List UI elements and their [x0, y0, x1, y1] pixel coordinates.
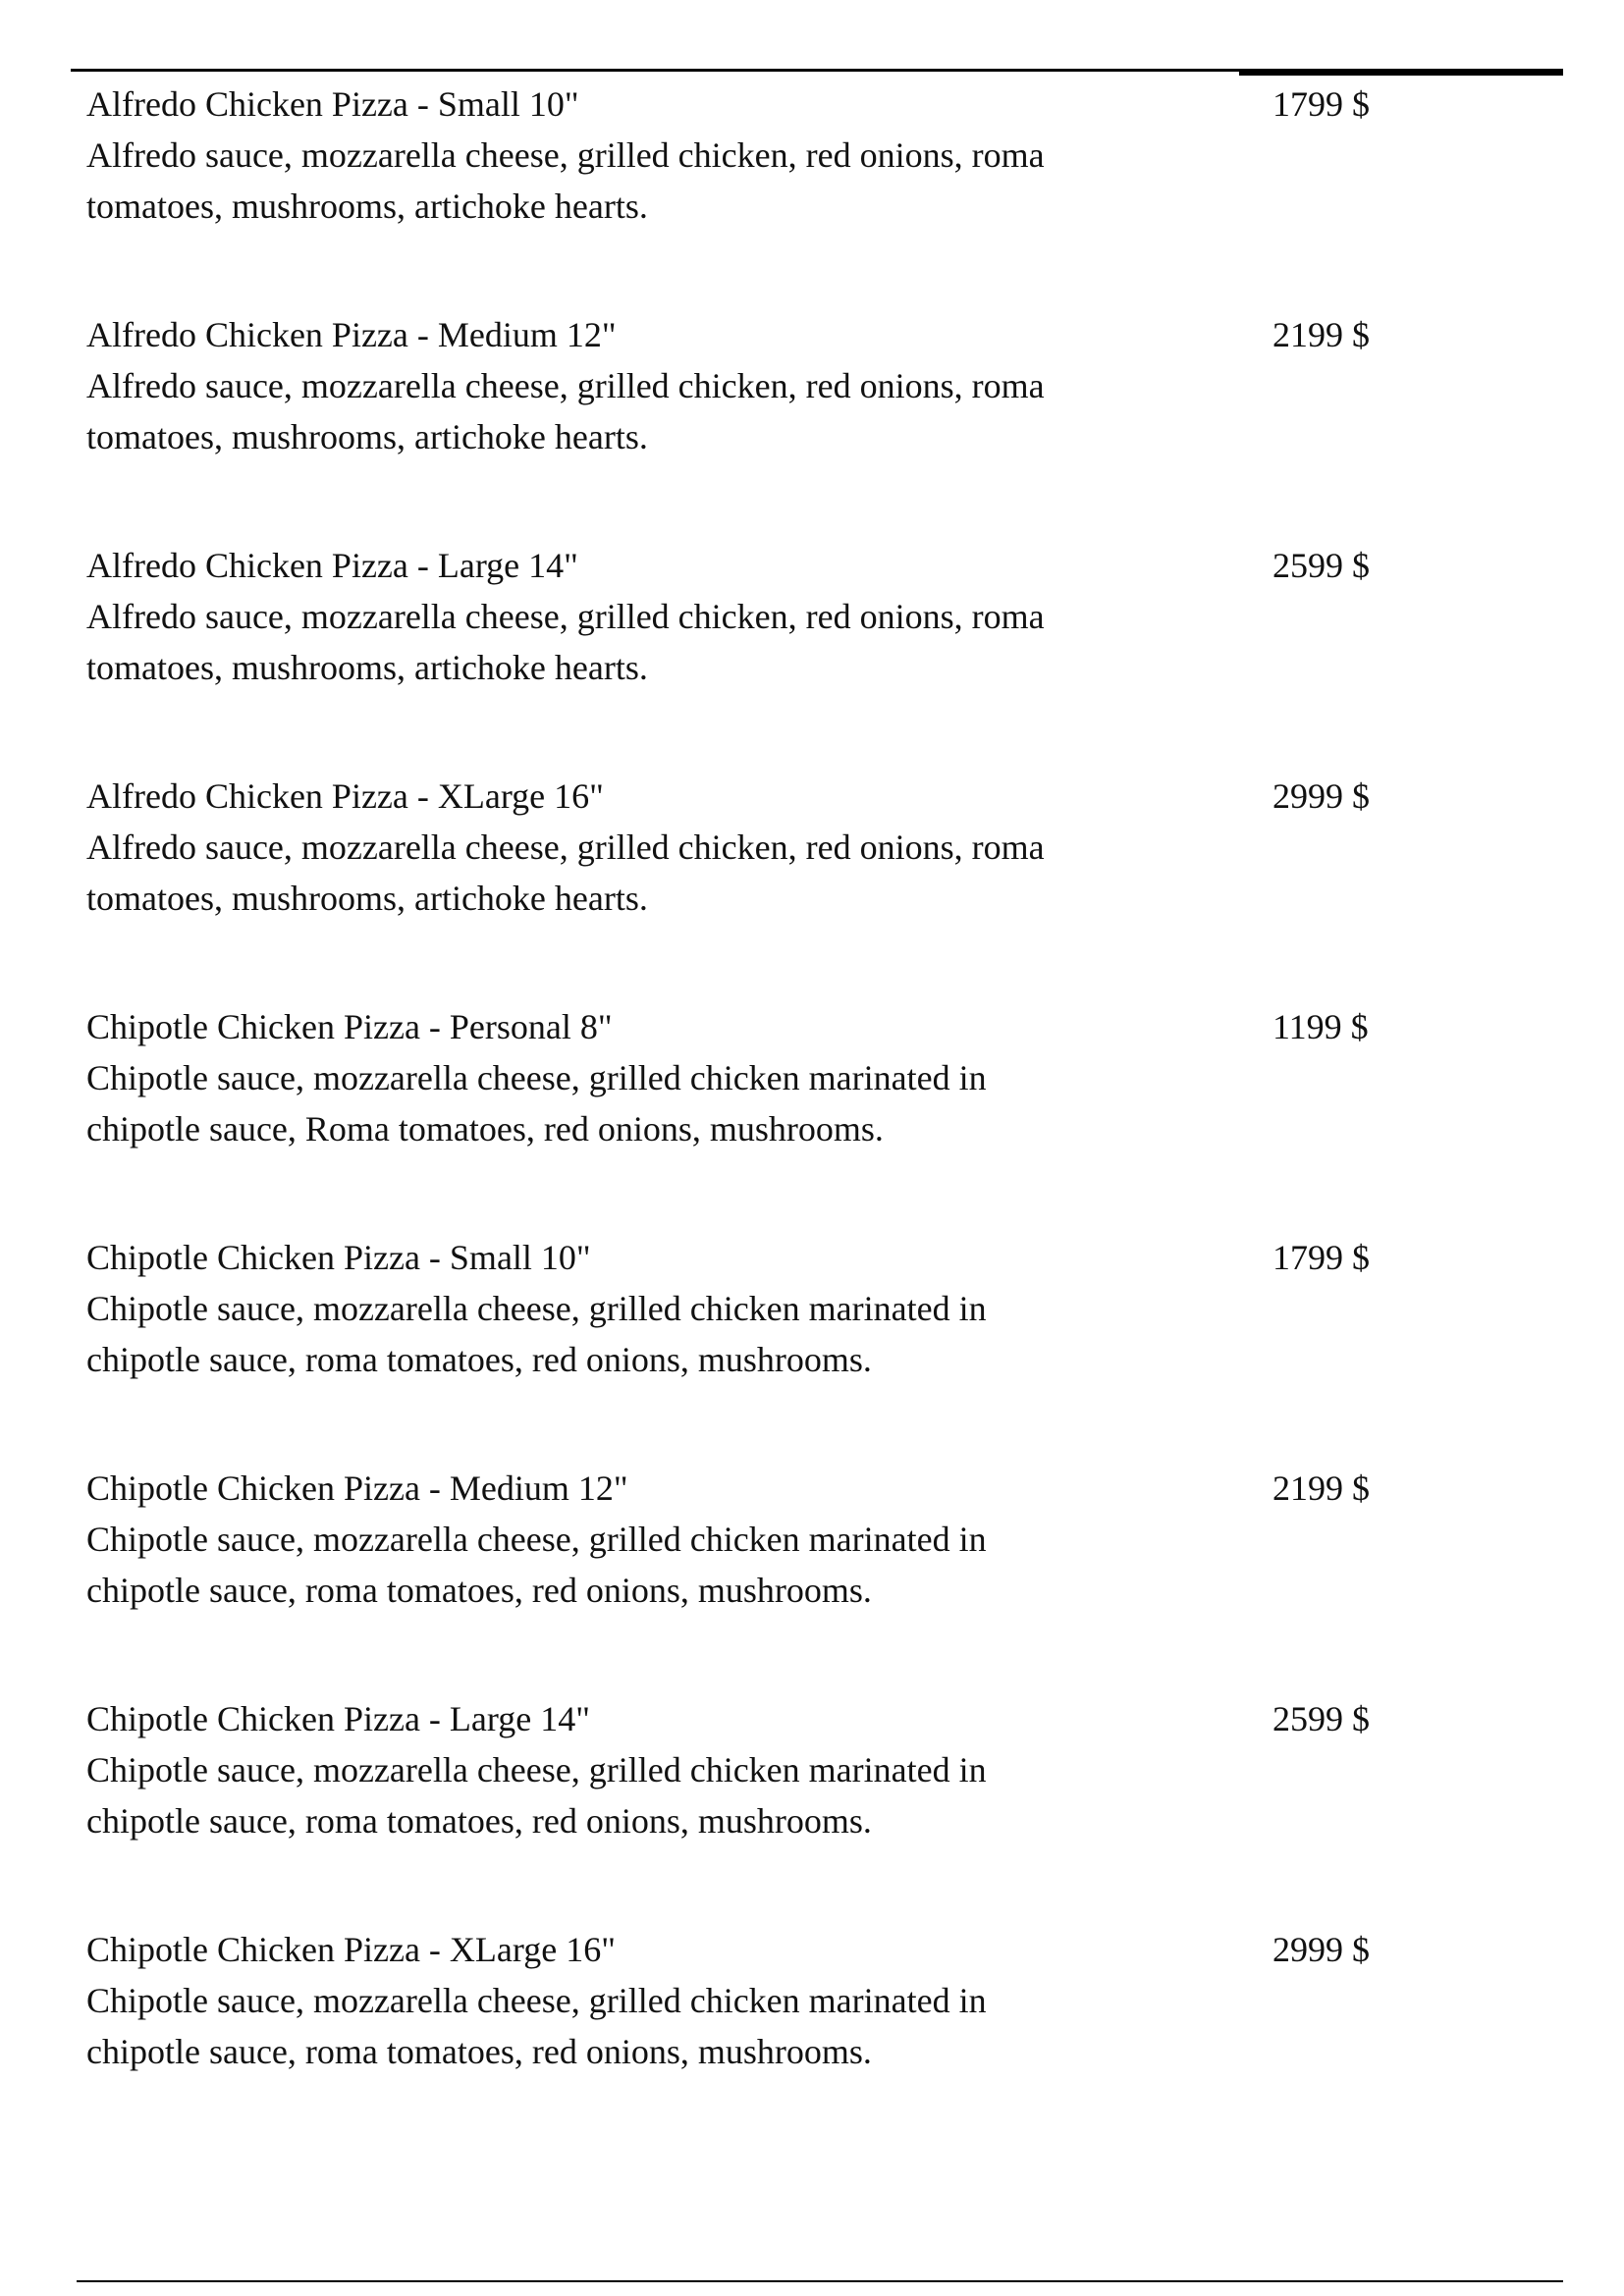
item-description-line: Chipotle sauce, mozzarella cheese, grilled chicken marinated in [86, 1750, 987, 1789]
bottom-divider [77, 2280, 1563, 2282]
item-description-line: chipotle sauce, Roma tomatoes, red onions, mushrooms. [86, 1109, 884, 1148]
menu-item [86, 771, 1461, 967]
item-description-line: Alfredo sauce, mozzarella cheese, grilled chicken, red onions, roma [86, 828, 1045, 867]
menu-item [86, 79, 1461, 275]
menu-item [86, 1693, 1461, 1890]
item-description-line: chipotle sauce, roma tomatoes, red onions, mushrooms. [86, 1340, 872, 1379]
menu-item [86, 1463, 1461, 1659]
item-description [86, 1975, 1245, 2077]
item-description [86, 360, 1245, 462]
item-name: Chipotle Chicken Pizza - XLarge 16" [86, 1930, 616, 1969]
item-description [86, 591, 1245, 693]
menu-item [86, 1924, 1461, 2120]
item-description-line: tomatoes, mushrooms, artichoke hearts. [86, 879, 648, 918]
item-name: Alfredo Chicken Pizza - Small 10" [86, 84, 579, 124]
item-description-line: Chipotle sauce, mozzarella cheese, grilled chicken marinated in [86, 1981, 987, 2020]
item-price: 1799 $ [1272, 1238, 1370, 1277]
item-price: 2999 $ [1272, 776, 1370, 816]
item-description-line: tomatoes, mushrooms, artichoke hearts. [86, 417, 648, 456]
item-name: Alfredo Chicken Pizza - Medium 12" [86, 315, 617, 354]
item-description-line: chipotle sauce, roma tomatoes, red onions, mushrooms. [86, 1801, 872, 1841]
item-description-line: tomatoes, mushrooms, artichoke hearts. [86, 187, 648, 226]
item-description-line: Chipotle sauce, mozzarella cheese, grilled chicken marinated in [86, 1289, 987, 1328]
item-name: Alfredo Chicken Pizza - XLarge 16" [86, 776, 604, 816]
item-price: 2599 $ [1272, 546, 1370, 585]
item-price: 2199 $ [1272, 315, 1370, 354]
item-price: 2199 $ [1272, 1468, 1370, 1508]
item-name: Chipotle Chicken Pizza - Personal 8" [86, 1007, 613, 1046]
item-description-line: tomatoes, mushrooms, artichoke hearts. [86, 648, 648, 687]
item-price: 2999 $ [1272, 1930, 1370, 1969]
menu-item [86, 1232, 1461, 1428]
item-price: 2599 $ [1272, 1699, 1370, 1738]
item-description-line: Alfredo sauce, mozzarella cheese, grilled chicken, red onions, roma [86, 366, 1045, 405]
item-description-line: chipotle sauce, roma tomatoes, red onions, mushrooms. [86, 2032, 872, 2071]
item-name: Chipotle Chicken Pizza - Large 14" [86, 1699, 590, 1738]
item-description [86, 822, 1245, 924]
item-description-line: Chipotle sauce, mozzarella cheese, grilled chicken marinated in [86, 1058, 987, 1097]
item-description [86, 1744, 1245, 1846]
menu-item [86, 1001, 1461, 1198]
item-price: 1199 $ [1272, 1007, 1369, 1046]
item-description [86, 130, 1245, 232]
item-name: Chipotle Chicken Pizza - Medium 12" [86, 1468, 628, 1508]
item-description-line: Alfredo sauce, mozzarella cheese, grilled chicken, red onions, roma [86, 135, 1045, 175]
item-description [86, 1514, 1245, 1616]
menu-item [86, 309, 1461, 506]
item-name: Alfredo Chicken Pizza - Large 14" [86, 546, 578, 585]
item-description-line: Chipotle sauce, mozzarella cheese, grilled chicken marinated in [86, 1520, 987, 1559]
item-description [86, 1052, 1245, 1154]
item-description [86, 1283, 1245, 1385]
item-description-line: Alfredo sauce, mozzarella cheese, grilled chicken, red onions, roma [86, 597, 1045, 636]
item-description-line: chipotle sauce, roma tomatoes, red onions, mushrooms. [86, 1571, 872, 1610]
top-divider-thick [1239, 69, 1563, 76]
item-price: 1799 $ [1272, 84, 1370, 124]
item-name: Chipotle Chicken Pizza - Small 10" [86, 1238, 591, 1277]
menu-item [86, 540, 1461, 736]
